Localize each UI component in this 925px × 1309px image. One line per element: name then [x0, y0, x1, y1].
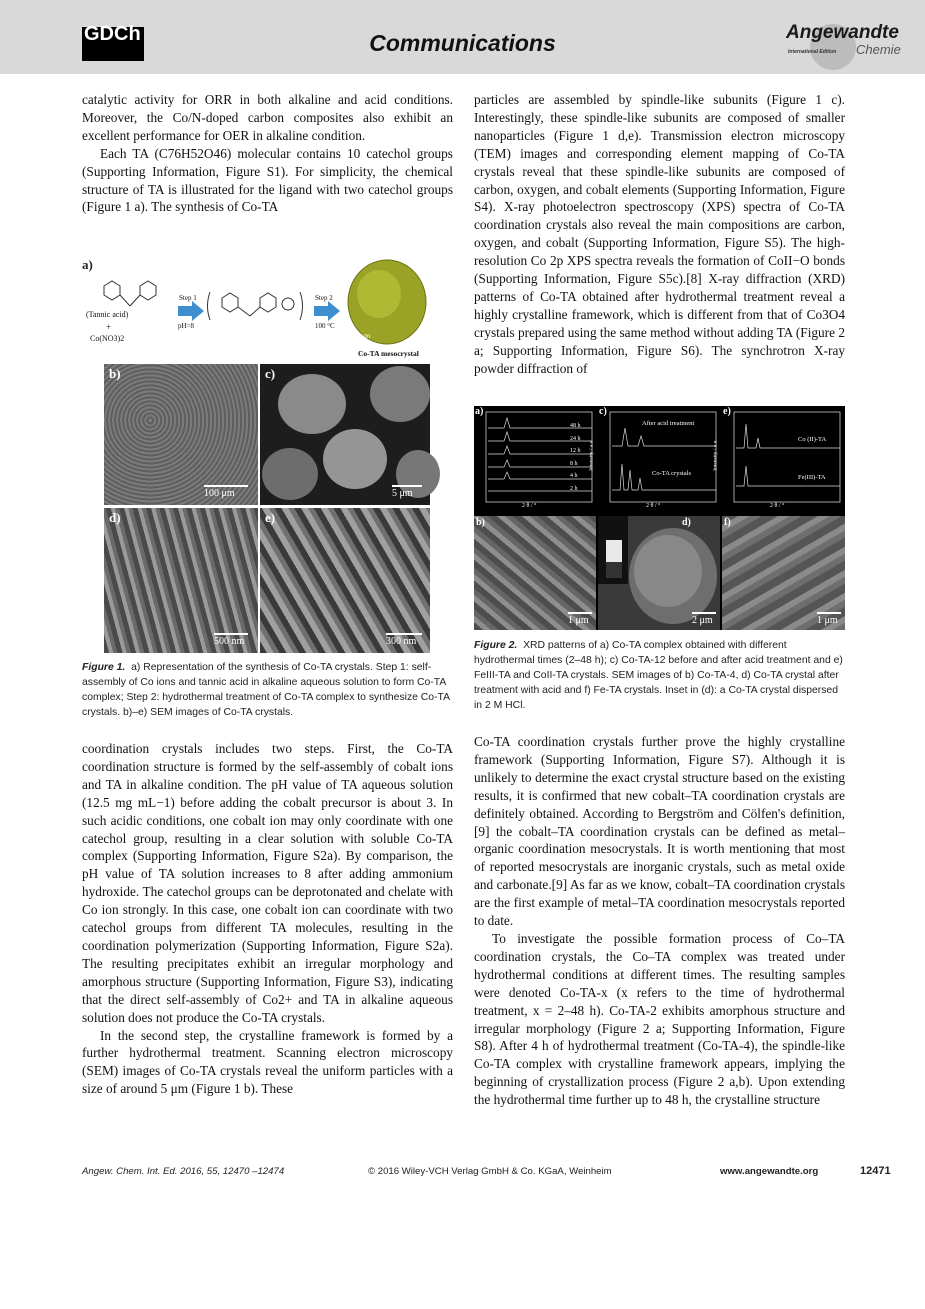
fig1-panel-d: [104, 508, 258, 653]
step2-label: Step 2: [315, 294, 333, 302]
figure-2-caption: [474, 638, 845, 713]
logo-main-text: Angewandte: [786, 22, 899, 43]
page-header: [0, 0, 925, 74]
panel-label: e): [265, 510, 276, 525]
y-axis-label: Intensity / a.u.: [464, 439, 471, 471]
step1-arrow: [178, 301, 204, 321]
panel-label: a): [82, 257, 93, 272]
caption-text: a) Representation of the synthesis of Co-TA crystals. Step 1: self-assembly of Co ions and tannic acid in alkaline aqueous solution to form Co-TA complex; Step 2: hydrothermal treatment of Co-TA complex to synthesize Co-TA crystals. b)–e) SEM images of Co-TA crystals.: [82, 662, 450, 719]
right-column-bottom: [474, 733, 845, 1109]
footer-website[interactable]: www.angewandte.org: [720, 1166, 819, 1177]
fig1-panel-a: [82, 254, 432, 362]
y-axis-label: Intensity / a.u.: [588, 439, 595, 471]
scale-bar: 2 μm: [692, 612, 716, 626]
paragraph: Co-TA coordination crystals further prove the highly crystalline framework (Supporting Information, Figure S7). Although it is unlikely to determine the exact crystal structure based on the existing results, it is confirmed that new cobalt–TA coordination crystals are definitely obtained. According to Bergström and Cölfen's definition,[9] the cobalt–TA coordination crystals can be defined as metal–organic coordination mesocrystals. It is worth mentioning that most of reported mesocrystals are inorganic crystals, such as metal oxide and carbonate.[9] As far as we know, cobalt–TA coordination crystals are the first example of metal–TA coordination mesocrystals reported to date.: [474, 734, 845, 929]
fig2-panel-e: [712, 406, 845, 514]
scale-bar: 1 μm: [817, 612, 841, 626]
step1-label: Step 1: [179, 294, 197, 302]
trace-label: 2 h: [570, 485, 578, 492]
caption-label: Figure 1.: [82, 662, 126, 673]
fig1-panel-b: [104, 364, 258, 505]
caption-label: Figure 2.: [474, 640, 518, 651]
panel-label: c): [265, 366, 276, 381]
trace-labels: [570, 420, 581, 496]
tannic-acid-structure: [104, 281, 156, 306]
scale-bar: 300 nm: [386, 633, 422, 647]
step2-arrow: [314, 301, 340, 321]
panel-label: b): [476, 517, 485, 528]
mesocrystal-label: Co-TA mesocrystal: [358, 349, 419, 358]
page-number: 12471: [860, 1165, 891, 1177]
fig1-panel-c: [260, 364, 430, 505]
fig2-panel-f: [722, 516, 845, 630]
trace-label: 48 h: [570, 423, 581, 429]
x-axis-label: 2 θ / °: [522, 503, 537, 509]
paragraph: coordination crystals includes two steps. First, the Co-TA coordination structure is formed by the self-assembly of cobalt ions and TA in alkaline condition. The pH value of TA aqueous solution (12.5 mg mL−1) before adding the cobalt precursor is about 3. In such acidic conditions, one cobalt ion may only coordinate with one catechol group, resulting in a clear solution with soluble Co-TA complex (Supporting Information, Figure S2a). By comparison, the pH value of TA solution increases to 8 after adding ammonium hydroxide. The catechol groups can be deprotonated and chelate with Co ion strongly. In this case, one cobalt ion can coordinate with two catechol groups from different TA molecules, resulting in the coordination polymerization (Supporting Information, Figure S2a). The resulting precipitates exhibit an irregular morphology and amorphous structure (Supporting Information, Figure S3), indicating that the direct self-assembly of Co2+ and TA in alkaline aqueous solution does not produce the Co-TA crystals.: [82, 741, 453, 1025]
logo-subtitle: International Edition: [788, 49, 837, 55]
scale-bar: 5 μm: [392, 485, 422, 499]
scale-bar: 500 nm: [214, 633, 248, 647]
trace-label: 4 h: [570, 473, 578, 480]
fig2-panel-a: [464, 406, 596, 514]
trace-label: 8 h: [570, 460, 578, 467]
panel-label: d): [109, 510, 121, 525]
panel-label: a): [475, 406, 484, 417]
trace-label: After acid treatment: [642, 420, 695, 427]
paragraph: Each TA (C76H52O46) molecular contains 10 catechol groups (Supporting Information, Figure S1). For simplicity, the chemical structure of TA is illustrated for the ligand with two catechol groups (Figure 1 a). The synthesis of Co-TA: [82, 145, 453, 215]
y-axis-label: Intensity / a.u.: [712, 439, 719, 471]
figure-1-caption: [82, 660, 452, 720]
trace-label: Co (II)-TA: [798, 436, 827, 443]
panel-label: c): [599, 406, 607, 417]
caption-text: XRD patterns of a) Co-TA complex obtained with different hydrothermal times (2–48 h); c) Co-TA-12 before and after acid treatment and e) FeIII-TA and CoII-TA crystals. SEM images of b) Co-TA-4, d) Co-TA crystal after treatment with acid and f) Fe-TA crystals. Inset in (d): a Co-TA crystal dispersed in 2 M HCl.: [474, 640, 843, 712]
section-title: Communications: [369, 30, 556, 56]
panel-label: b): [109, 366, 121, 381]
panel-label: d): [682, 517, 691, 528]
fig2-panel-b: [474, 516, 596, 630]
plus-sign: +: [106, 322, 112, 332]
x-axis-label: 2 θ / °: [770, 503, 785, 509]
synthesis-scheme: [82, 254, 432, 362]
fig2-panel-c: [588, 406, 720, 514]
crystal-particles-image: [260, 364, 430, 505]
figure-1: [82, 254, 432, 654]
paragraph: particles are assembled by spindle-like subunits (Figure 1 c). Interestingly, these spindle-like subunits are composed of smaller nanoparticles (Figure 1 d,e). Transmission electron microscopy (TEM) images and corresponding element mapping of Co-TA crystals reveal that these spindle-like subunits are composed of carbon, oxygen, and cobalt elements (Supporting Information, Figure S4). X-ray photoelectron spectroscopy (XPS) spectra of Co-TA coordination crystals also reveal the main compositions are carbon, oxygen, and cobalt (Supporting Information, Figure S5). The high-resolution Co 2p XPS spectra reveals the formation of CoII−O bonds (Supporting Information, Figure S5c).[8] X-ray diffraction (XRD) patterns of Co-TA obtained after hydrothermal treatment reveal a highly crystalline framework, which is different from that of Co3O4 crystals prepared using the same method without adding TA (Figure 2 a; Supporting Information, Figure S6). The synchrotron X-ray powder diffraction of: [474, 92, 845, 376]
ph-label: pH=8: [178, 322, 195, 330]
footer-citation: Angew. Chem. Int. Ed. 2016, 55, 12470 –12474: [82, 1166, 285, 1177]
x-axis-label: 2 θ / °: [646, 503, 661, 509]
figure-2: [464, 406, 845, 630]
fig2-panel-d: [598, 516, 720, 630]
tannic-label: (Tannic acid): [86, 310, 129, 319]
paragraph: catalytic activity for ORR in both alkaline and acid conditions. Moreover, the Co/N-doped carbon composites also exhibit an excellent performance for OER in alkaline condition.: [82, 92, 453, 143]
scale-bar-a: 1 μm: [356, 332, 371, 340]
panel-label: f): [724, 517, 731, 528]
co-ta-polymer-structure: [208, 292, 303, 320]
left-column-top: [82, 91, 453, 216]
scale-bar: 1 μm: [568, 612, 592, 626]
journal-mark: GDCh: [84, 23, 141, 45]
panel-label: e): [723, 406, 731, 417]
footer-copyright: © 2016 Wiley-VCH Verlag GmbH & Co. KGaA, Weinheim: [368, 1166, 612, 1177]
trace-label: 12 h: [570, 448, 581, 455]
scale-bar: 100 μm: [204, 485, 248, 499]
temperature-label: 100 °C: [315, 322, 335, 330]
trace-label: Co-TA crystals: [652, 470, 692, 477]
xrd-plot-e: [722, 406, 845, 514]
left-column-bottom: [82, 740, 453, 1098]
angewandte-logo: [780, 22, 910, 68]
paragraph: To investigate the possible formation process of Co–TA coordination crystals, the Co–TA complex was treated under hydrothermal conditions at different times. The resulting samples were denoted Co-TA-x (x refers to the time of hydrothermal treatment, x = 2–48 h). Co-TA-2 exhibits amorphous structure and irregular morphology (Figure 2 a; Supporting Information, Figure S8). After 4 h of hydrothermal treatment (Co-TA-4), the spindle-like Co-TA complex with crystalline framework appears, implying the beginning of crystallization process (Figure 2 a,b). Upon extending the hydrothermal time further up to 48 h, the crystalline structure: [474, 930, 845, 1108]
trace-label: Fe(III)-TA: [798, 474, 826, 481]
cobalt-nitrate-label: Co(NO3)2: [90, 334, 125, 343]
paragraph: In the second step, the crystalline framework is formed by a further hydrothermal treatment. Scanning electron microscopy (SEM) images of Co-TA crystals reveal the uniform particles with a size of around 5 μm (Figure 1 b). These: [82, 1027, 453, 1097]
logo-side-text: Chemie: [856, 42, 901, 57]
fig1-panel-e: [260, 508, 430, 653]
right-column-top: [474, 91, 845, 378]
trace-label: 24 h: [570, 435, 581, 442]
